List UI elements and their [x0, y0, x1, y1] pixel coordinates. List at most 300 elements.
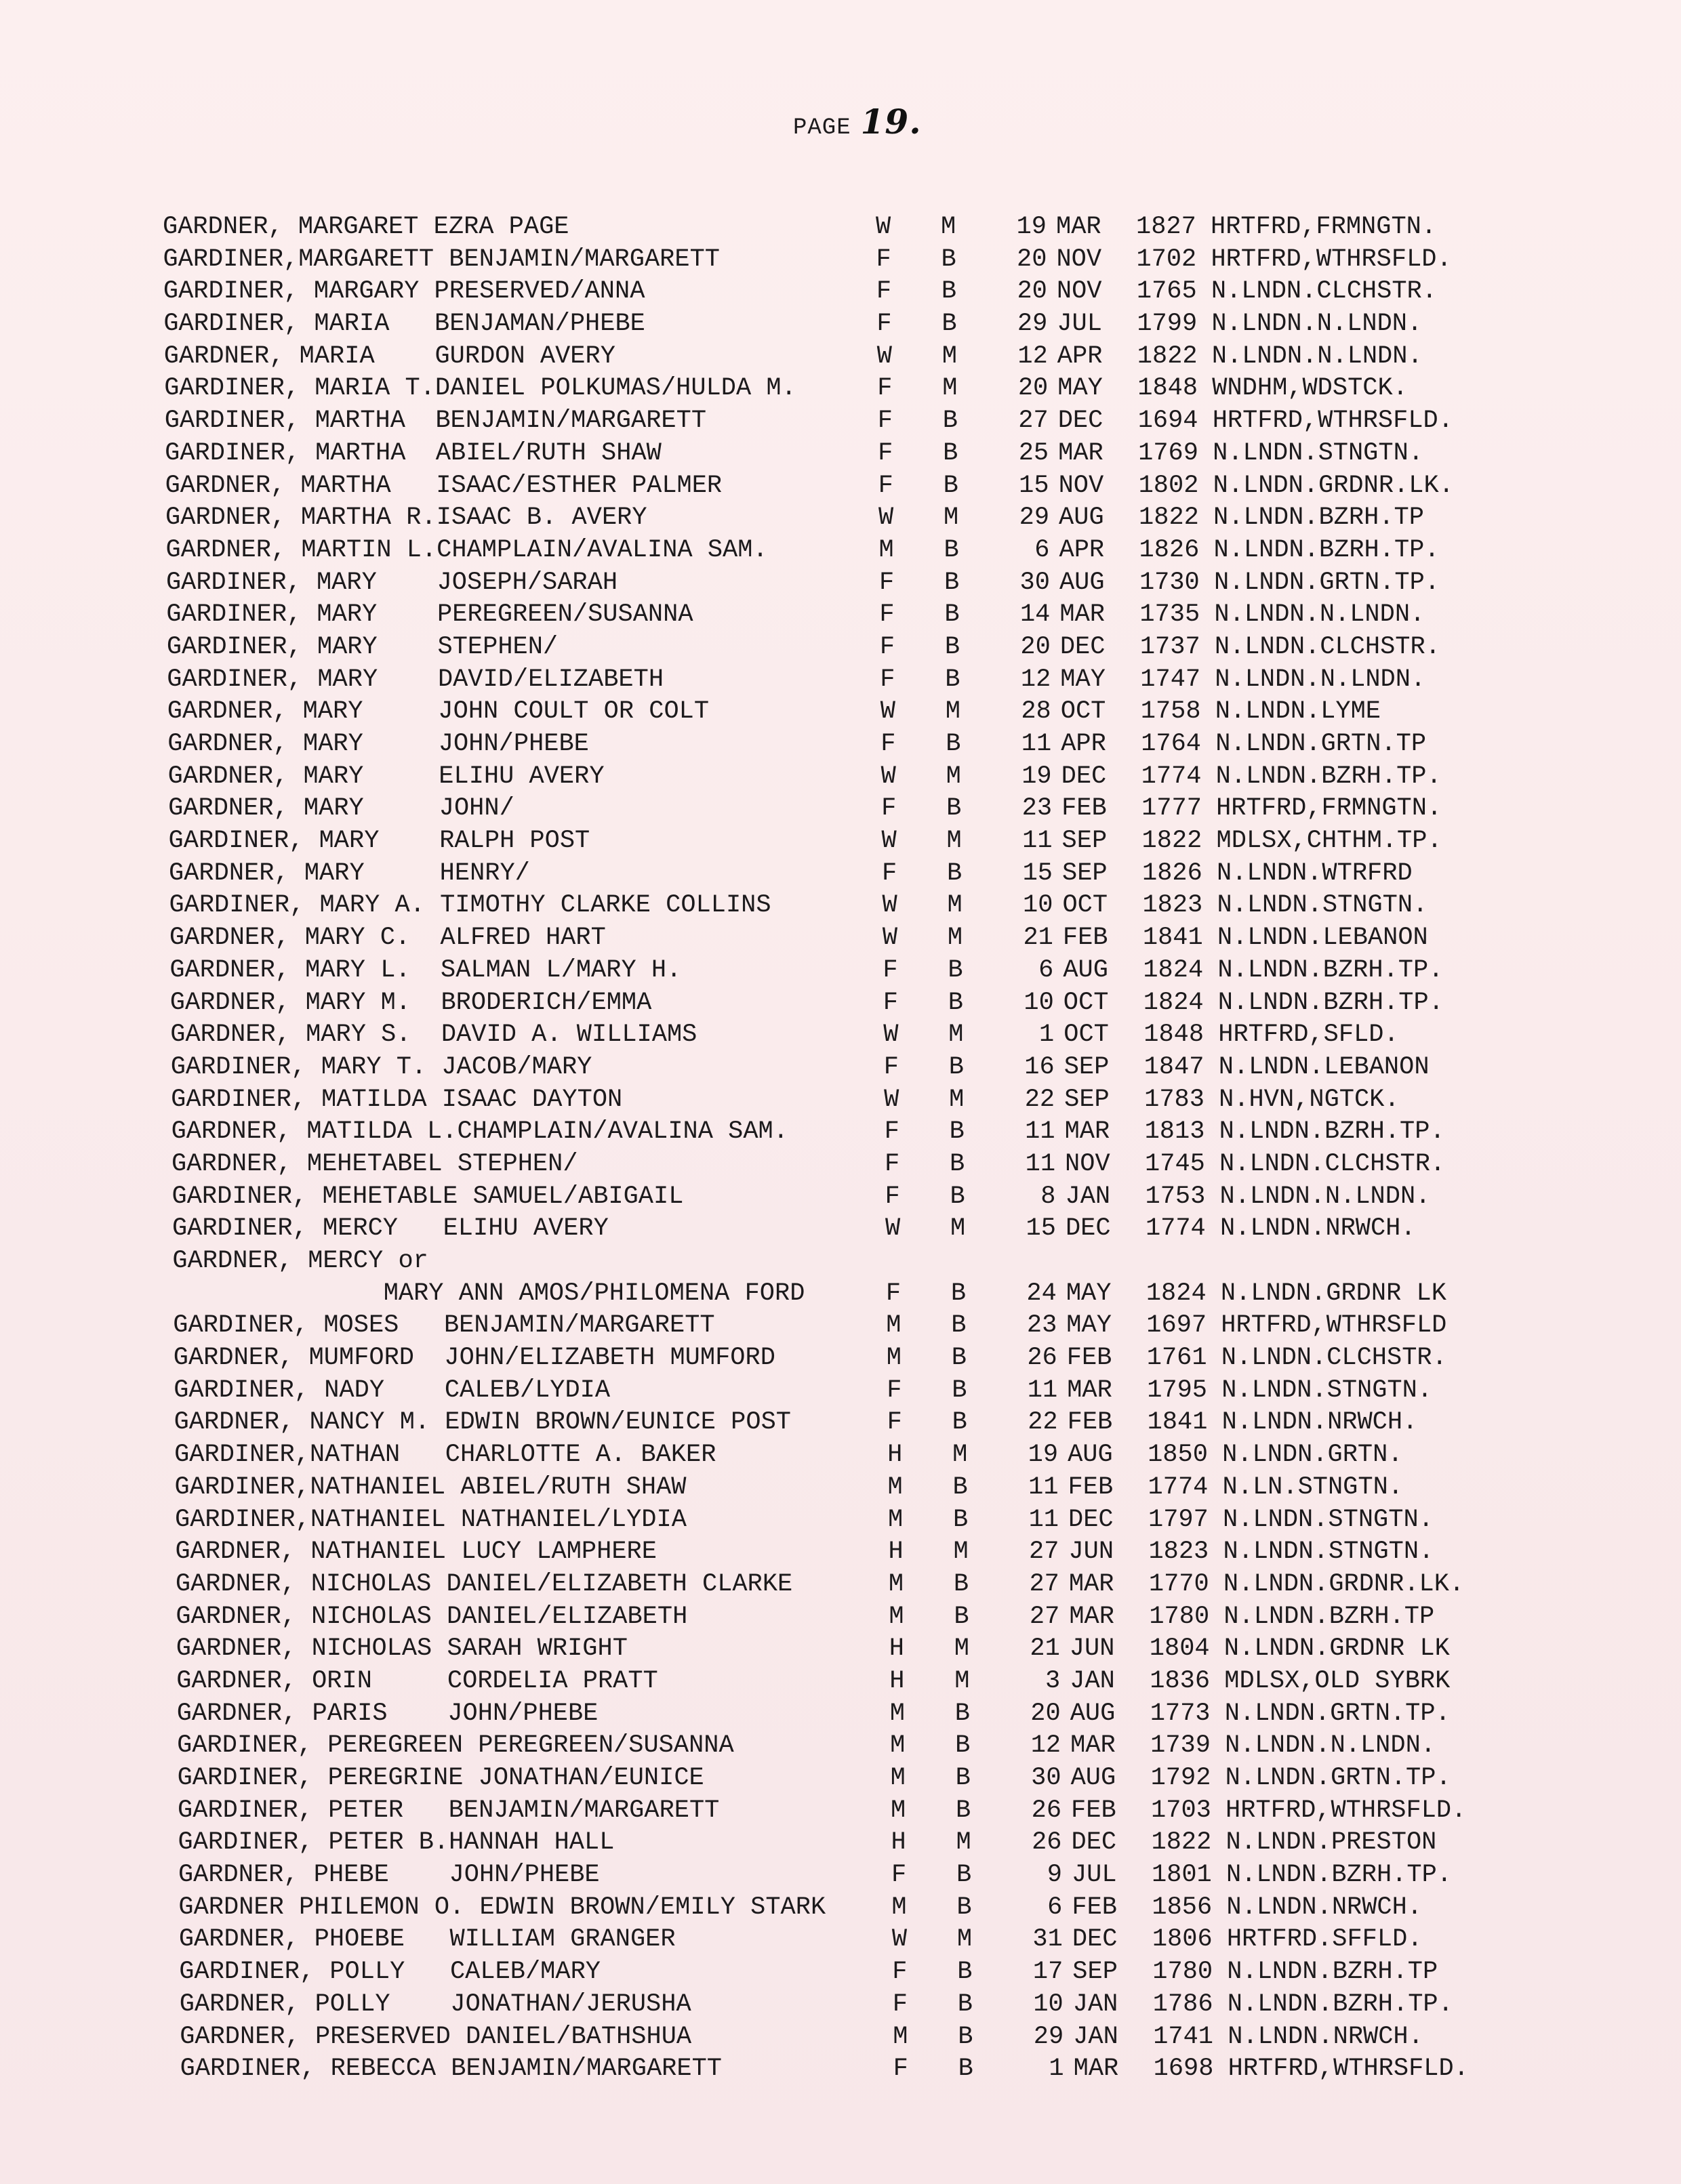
page-number-handwritten: 19.	[860, 102, 922, 142]
record-month: FEB	[1071, 1796, 1116, 1825]
record-race: F	[878, 438, 893, 468]
record-month: FEB	[1067, 1408, 1113, 1437]
record-month: SEP	[1062, 859, 1108, 888]
record-row	[168, 761, 1518, 794]
record-month: APR	[1061, 730, 1106, 758]
record-name: GARDINER, MARY JOSEPH/SARAH	[165, 568, 618, 597]
record-day: 19	[1016, 213, 1047, 241]
record-day: 28	[1021, 697, 1051, 726]
record-day: 21	[1030, 1634, 1060, 1664]
record-row	[178, 1827, 1519, 1859]
record-name: GARDNER, MARY C. ALFRED HART	[169, 924, 606, 953]
record-type: M	[945, 697, 960, 726]
record-type: B	[944, 632, 960, 661]
record-race: W	[883, 1021, 899, 1050]
record-place: HRTFRD,FRMNGTN.	[1211, 213, 1437, 241]
record-month: JAN	[1072, 1990, 1118, 2019]
record-type: B	[958, 2055, 973, 2084]
record-year: 1822	[1151, 1828, 1212, 1857]
record-name: GARDNER, MARY M. BRODERICH/EMMA	[169, 988, 652, 1017]
record-day: 6	[1047, 1893, 1063, 1922]
record-type: B	[950, 1182, 965, 1211]
record-row	[172, 1181, 1519, 1214]
record-month: AUG	[1070, 1699, 1116, 1728]
record-row	[174, 1342, 1518, 1375]
record-year: 1761	[1146, 1344, 1207, 1373]
record-race: M	[889, 1602, 904, 1631]
record-type: B	[944, 600, 960, 630]
record-race: H	[888, 1538, 904, 1567]
record-row	[177, 1730, 1518, 1763]
record-race: H	[889, 1634, 905, 1664]
record-row	[179, 1956, 1518, 1989]
record-year: 1774	[1141, 762, 1202, 791]
record-place: N.LNDN.GRDNR.LK.	[1213, 471, 1454, 500]
record-row	[173, 1310, 1518, 1342]
record-day: 11	[1027, 1376, 1058, 1405]
record-place: N.LNDN.N.LNDN.	[1214, 600, 1425, 630]
record-row	[165, 438, 1518, 470]
record-race: F	[877, 374, 893, 403]
record-type: B	[944, 535, 959, 564]
record-race: F	[883, 955, 898, 985]
record-race: F	[883, 1052, 899, 1081]
record-race: H	[889, 1666, 905, 1695]
record-race: W	[878, 503, 894, 533]
record-month: DEC	[1072, 1925, 1118, 1954]
record-row	[176, 1601, 1518, 1634]
record-type: B	[956, 1893, 972, 1922]
record-type: M	[953, 1538, 969, 1567]
record-row	[171, 1116, 1518, 1149]
record-name: GARDNER, ORIN CORDELIA PRATT	[176, 1666, 658, 1695]
record-year: 1848	[1137, 374, 1198, 403]
record-row	[175, 1536, 1518, 1569]
record-month: NOV	[1056, 245, 1102, 274]
record-race: F	[892, 1990, 908, 2019]
record-row	[163, 244, 1518, 276]
record-type: M	[948, 1021, 964, 1050]
record-type: B	[944, 568, 960, 597]
record-name: GARDINER,NATHANIEL ABIEL/RUTH SHAW	[174, 1472, 687, 1502]
record-type: B	[948, 1052, 964, 1081]
record-race: F	[885, 1279, 902, 1308]
record-place: N.LNDN.LEBANON	[1218, 1052, 1430, 1081]
record-month: MAR	[1070, 1731, 1116, 1760]
record-year: 1741	[1153, 2022, 1214, 2051]
record-row	[178, 1859, 1518, 1892]
record-name: GARDINER, MARY A. TIMOTHY CLARKE COLLINS	[169, 891, 771, 920]
record-day: 26	[1031, 1796, 1062, 1825]
record-year: 1804	[1149, 1634, 1210, 1664]
record-race: M	[888, 1505, 904, 1534]
record-place: N.LNDN.GRDNR LK	[1223, 1634, 1450, 1664]
record-year: 1836	[1150, 1666, 1211, 1695]
record-row	[180, 1989, 1518, 2021]
record-month: JUL	[1057, 310, 1102, 339]
record-day: 12	[1020, 665, 1051, 694]
record-year: 1797	[1148, 1505, 1209, 1534]
record-name: GARDNER, MARY JOHN COULT OR COLT	[167, 697, 710, 726]
record-race: F	[877, 407, 893, 436]
record-month: DEC	[1061, 762, 1107, 791]
record-month: AUG	[1059, 568, 1105, 597]
record-name: GARDNER, PARIS JOHN/PHEBE	[176, 1699, 599, 1728]
record-year: 1823	[1142, 891, 1203, 920]
record-race: M	[887, 1472, 903, 1502]
record-year: 1813	[1144, 1117, 1205, 1147]
record-name: GARDNER, MARY JOHN/	[168, 794, 514, 823]
record-month: JAN	[1073, 2022, 1118, 2051]
record-day: 19	[1028, 1441, 1059, 1470]
record-type: B	[952, 1376, 967, 1405]
record-name: GARDINER, MEHETABLE SAMUEL/ABIGAIL	[171, 1182, 684, 1211]
record-row	[178, 1795, 1518, 1828]
record-row	[164, 373, 1518, 405]
record-type: B	[946, 730, 961, 758]
record-race: M	[890, 1764, 906, 1792]
record-day: 27	[1029, 1538, 1059, 1567]
record-month: JAN	[1065, 1182, 1111, 1211]
record-place: N.LNDN.BZRH.TP.	[1227, 1990, 1453, 2019]
record-type: M	[954, 1666, 970, 1695]
record-year: 1847	[1143, 1052, 1204, 1081]
record-row	[165, 405, 1518, 438]
record-day: 11	[1028, 1472, 1059, 1502]
record-year: 1799	[1137, 310, 1198, 339]
record-row	[174, 1407, 1518, 1439]
record-race: F	[892, 1958, 908, 1987]
record-year: 1822	[1139, 503, 1199, 533]
record-month: FEB	[1068, 1472, 1114, 1502]
record-month: DEC	[1071, 1828, 1117, 1857]
page-header	[793, 102, 922, 142]
record-race: F	[885, 1182, 900, 1211]
record-name: GARDNER, MERCY or	[172, 1247, 428, 1275]
record-month: MAY	[1057, 374, 1103, 403]
record-race: M	[890, 1731, 906, 1760]
record-race: W	[882, 891, 897, 920]
record-name: GARDNER, MARY S. DAVID A. WILLIAMS	[170, 1021, 697, 1050]
record-race: F	[878, 568, 895, 597]
record-month: MAR	[1073, 2055, 1119, 2084]
record-year: 1774	[1148, 1472, 1209, 1502]
record-month: AUG	[1070, 1764, 1116, 1792]
record-type: B	[954, 1602, 969, 1631]
record-race: F	[881, 794, 897, 823]
record-year: 1758	[1140, 697, 1201, 726]
record-type: B	[957, 1958, 973, 1987]
record-year: 1848	[1143, 1021, 1204, 1050]
record-race: W	[876, 213, 891, 241]
record-race: H	[887, 1441, 903, 1470]
record-day: 27	[1029, 1569, 1059, 1599]
record-month: APR	[1057, 342, 1103, 371]
record-month: JUN	[1068, 1538, 1114, 1567]
record-type: B	[947, 859, 963, 888]
record-year: 1841	[1142, 924, 1203, 953]
record-year: 1774	[1145, 1214, 1206, 1243]
record-type: B	[941, 310, 957, 339]
record-race: W	[881, 827, 897, 856]
record-name: GARDINER, MARY STEPHEN/	[166, 632, 559, 661]
record-day: 21	[1023, 924, 1053, 953]
record-year: 1783	[1144, 1085, 1204, 1114]
record-place: HRTFRD,SFLD.	[1218, 1021, 1399, 1050]
record-month: SEP	[1072, 1958, 1118, 1987]
record-day: 12	[1017, 342, 1048, 371]
record-type: B	[954, 1699, 970, 1728]
record-place: N.LNDN.N.LNDN.	[1215, 665, 1426, 694]
record-month: APR	[1059, 535, 1105, 564]
record-day: 25	[1018, 438, 1049, 468]
record-race: W	[885, 1214, 901, 1243]
record-name: GARDNER, MEHETABEL STEPHEN/	[171, 1149, 578, 1178]
record-name: GARDNER, MARY JOHN/PHEBE	[167, 730, 589, 758]
record-row	[176, 1569, 1518, 1601]
record-row	[180, 2021, 1518, 2054]
record-place: N.LNDN.NRWCH.	[1228, 2022, 1423, 2051]
record-day: 3	[1045, 1666, 1061, 1695]
record-month: SEP	[1061, 827, 1108, 856]
record-year: 1801	[1151, 1861, 1212, 1890]
record-day: 20	[1030, 1699, 1061, 1728]
record-name: GARDNER, NICHOLAS SARAH WRIGHT	[176, 1634, 628, 1664]
record-row	[174, 1375, 1518, 1407]
record-place: MDLSX,OLD SYBRK	[1224, 1666, 1451, 1695]
record-row	[178, 1892, 1518, 1924]
record-name: GARDNER, MATILDA L.CHAMPLAIN/AVALINA SAM.	[171, 1117, 788, 1147]
record-name: GARDNER, PHEBE JOHN/PHEBE	[178, 1861, 600, 1890]
record-row	[164, 341, 1518, 373]
record-race: F	[876, 310, 892, 339]
record-year: 1824	[1143, 955, 1204, 985]
record-race: M	[886, 1344, 902, 1373]
record-place: N.LNDN.N.LNDN.	[1211, 342, 1423, 371]
record-year: 1841	[1147, 1408, 1208, 1437]
record-row	[170, 1019, 1518, 1052]
record-year: 1694	[1137, 407, 1198, 436]
record-race: W	[880, 762, 896, 791]
record-day: 31	[1032, 1925, 1063, 1954]
record-row	[167, 664, 1518, 697]
record-name: GARDNER, NANCY M. EDWIN BROWN/EUNICE POST	[174, 1408, 791, 1437]
record-month: SEP	[1064, 1052, 1110, 1081]
record-type: B	[943, 471, 958, 500]
record-year: 1730	[1139, 568, 1200, 597]
record-year: 1747	[1140, 665, 1201, 694]
record-year: 1753	[1145, 1182, 1206, 1211]
record-name: GARDNER, POLLY JONATHAN/JERUSHA	[179, 1990, 691, 2019]
record-race: F	[887, 1408, 902, 1437]
record-row	[163, 308, 1518, 341]
record-day: 15	[1019, 471, 1049, 500]
record-race: M	[893, 2022, 908, 2051]
record-name: GARDNER PHILEMON O. EDWIN BROWN/EMILY STARK	[178, 1893, 826, 1922]
record-race: F	[891, 1861, 907, 1890]
record-name: GARDNER, MUMFORD JOHN/ELIZABETH MUMFORD	[173, 1344, 775, 1373]
record-type: B	[941, 277, 957, 306]
record-place: N.LNDN.CLCHSTR.	[1211, 277, 1437, 306]
record-race: W	[891, 1925, 908, 1954]
record-place: HRTFRD,WTHRSFLD.	[1228, 2055, 1469, 2084]
record-name: MARY ANN AMOS/PHILOMENA FORD	[172, 1279, 805, 1308]
record-row	[163, 276, 1518, 308]
record-year: 1795	[1147, 1376, 1208, 1405]
record-day: 30	[1019, 568, 1050, 597]
record-row	[166, 535, 1519, 567]
record-type: M	[949, 1085, 965, 1114]
record-type: B	[948, 955, 963, 985]
record-row	[171, 1052, 1518, 1084]
record-month: OCT	[1063, 988, 1109, 1017]
record-year: 1824	[1143, 988, 1204, 1017]
record-race: M	[891, 1796, 906, 1825]
record-year: 1777	[1141, 794, 1202, 823]
record-place: N.LNDN.STNGTN.	[1213, 438, 1423, 468]
record-name: GARDNER, NICHOLAS DANIEL/ELIZABETH	[176, 1602, 688, 1631]
record-race: W	[884, 1085, 899, 1114]
record-place: N.LNDN.BZRH.TP	[1223, 1602, 1435, 1631]
record-place: N.LNDN.STNGTN.	[1221, 1376, 1433, 1405]
record-type: B	[943, 438, 958, 468]
record-year: 1786	[1152, 1990, 1213, 2019]
record-type: B	[948, 988, 964, 1017]
record-type: B	[952, 1408, 967, 1437]
record-year: 1702	[1136, 245, 1197, 274]
record-row	[169, 890, 1518, 922]
record-day: 27	[1018, 407, 1049, 436]
record-day: 1	[1039, 1021, 1055, 1050]
record-race: F	[882, 859, 897, 888]
record-place: WNDHM,WDSTCK.	[1212, 374, 1408, 403]
record-name: GARDINER, MARIA T.DANIEL POLKUMAS/HULDA M.	[164, 374, 796, 403]
record-type: B	[951, 1344, 967, 1373]
record-name: GARDNER, PHOEBE WILLIAM GRANGER	[178, 1925, 676, 1954]
record-year: 1780	[1149, 1602, 1210, 1631]
record-name: GARDNER, MARY ELIHU AVERY	[167, 762, 605, 791]
record-name: GARDNER, MARIA GURDON AVERY	[163, 342, 615, 371]
record-month: NOV	[1056, 277, 1102, 306]
record-race: F	[883, 988, 899, 1017]
record-month: DEC	[1057, 407, 1103, 436]
record-year: 1739	[1150, 1731, 1211, 1760]
record-name: GARDNER, MARTIN L.CHAMPLAIN/AVALINA SAM.	[165, 535, 768, 564]
record-row	[176, 1633, 1518, 1666]
record-name: GARDINER,MARGARETT BENJAMIN/MARGARETT	[163, 245, 720, 274]
record-place: N.LNDN.CLCHSTR.	[1214, 632, 1440, 661]
record-day: 22	[1024, 1085, 1055, 1114]
record-name: GARDINER, MARY RALPH POST	[168, 827, 590, 856]
record-day: 8	[1040, 1182, 1056, 1211]
record-month: MAR	[1069, 1602, 1114, 1631]
record-year: 1773	[1150, 1699, 1211, 1728]
record-place: N.LNDN.BZRH.TP.	[1217, 988, 1444, 1017]
record-day: 29	[1019, 503, 1050, 533]
record-month: MAR	[1068, 1569, 1114, 1599]
record-day: 20	[1017, 245, 1047, 274]
record-month: MAR	[1059, 600, 1106, 630]
record-row	[168, 793, 1518, 825]
record-name: GARDINER, MARY DAVID/ELIZABETH	[167, 665, 664, 694]
record-name: GARDNER, NATHANIEL LUCY LAMPHERE	[175, 1538, 657, 1567]
record-day: 22	[1028, 1408, 1058, 1437]
record-place: N.LNDN.NRWCH.	[1226, 1893, 1423, 1922]
record-month: MAR	[1067, 1376, 1112, 1405]
record-place: HRTFRD,WTHRSFLD.	[1226, 1796, 1467, 1825]
record-place: N.LNDN.BZRH.TP	[1213, 503, 1424, 533]
record-year: 1765	[1136, 277, 1197, 306]
record-place: N.LNDN.N.LNDN.	[1219, 1182, 1431, 1211]
record-race: W	[876, 342, 893, 371]
record-name: GARDINER, MARIA BENJAMAN/PHEBE	[163, 310, 645, 339]
record-day: 11	[1021, 730, 1052, 758]
record-place: N.LNDN.GRDNR LK	[1220, 1279, 1446, 1308]
record-month: MAR	[1064, 1117, 1110, 1147]
record-day: 6	[1034, 535, 1050, 564]
record-month: DEC	[1065, 1214, 1111, 1243]
record-type: M	[952, 1441, 968, 1470]
record-month: MAR	[1056, 213, 1101, 241]
record-row	[169, 858, 1518, 890]
record-type: B	[946, 794, 962, 823]
record-month: OCT	[1060, 697, 1106, 726]
record-race: M	[878, 535, 894, 564]
record-type: M	[941, 342, 958, 371]
record-month: MAR	[1058, 438, 1103, 468]
record-row	[167, 632, 1518, 664]
record-type: B	[945, 665, 960, 694]
record-month: FEB	[1062, 924, 1108, 953]
record-day: 24	[1026, 1279, 1057, 1308]
record-race: F	[887, 1376, 902, 1405]
record-race: M	[891, 1893, 907, 1922]
record-year: 1745	[1145, 1149, 1205, 1178]
record-place: N.LNDN.PRESTON	[1226, 1828, 1437, 1857]
record-race: F	[876, 245, 891, 274]
record-day: 10	[1023, 891, 1053, 920]
record-type: B	[955, 1764, 971, 1792]
record-place: N.LNDN.BZRH.TP	[1227, 1958, 1438, 1987]
record-place: N.LNDN.GRTN.TP.	[1224, 1699, 1451, 1728]
record-row	[177, 1698, 1518, 1731]
record-place: HRTFRD,FRMNGTN.	[1216, 794, 1442, 823]
record-row	[172, 1245, 1518, 1278]
record-row	[170, 987, 1518, 1020]
record-year: 1703	[1151, 1796, 1211, 1825]
record-type: M	[954, 1634, 970, 1664]
record-name: GARDINER, NADY CALEB/LYDIA	[174, 1376, 611, 1405]
record-name: GARDINER, POLLY CALEB/MARY	[179, 1958, 601, 1987]
record-day: 11	[1028, 1505, 1059, 1534]
record-name: GARDINER, MARY PEREGREEN/SUSANNA	[166, 600, 693, 630]
record-row	[171, 1084, 1518, 1117]
record-day: 1	[1049, 2055, 1064, 2084]
record-name: GARDNER, PRESERVED DANIEL/BATHSHUA	[180, 2022, 692, 2051]
record-row	[172, 1213, 1518, 1245]
record-day: 20	[1017, 374, 1049, 403]
record-row	[173, 1278, 1518, 1311]
record-row	[166, 599, 1518, 632]
record-place: N.LNDN.LEBANON	[1217, 924, 1428, 953]
record-type: B	[956, 1861, 972, 1890]
records-list	[163, 211, 1518, 2086]
record-race: F	[879, 600, 895, 630]
record-name: GARDINER, MERCY ELIHU AVERY	[171, 1214, 609, 1243]
record-day: 29	[1017, 310, 1048, 339]
record-day: 29	[1033, 2022, 1064, 2051]
record-month: AUG	[1068, 1441, 1113, 1470]
